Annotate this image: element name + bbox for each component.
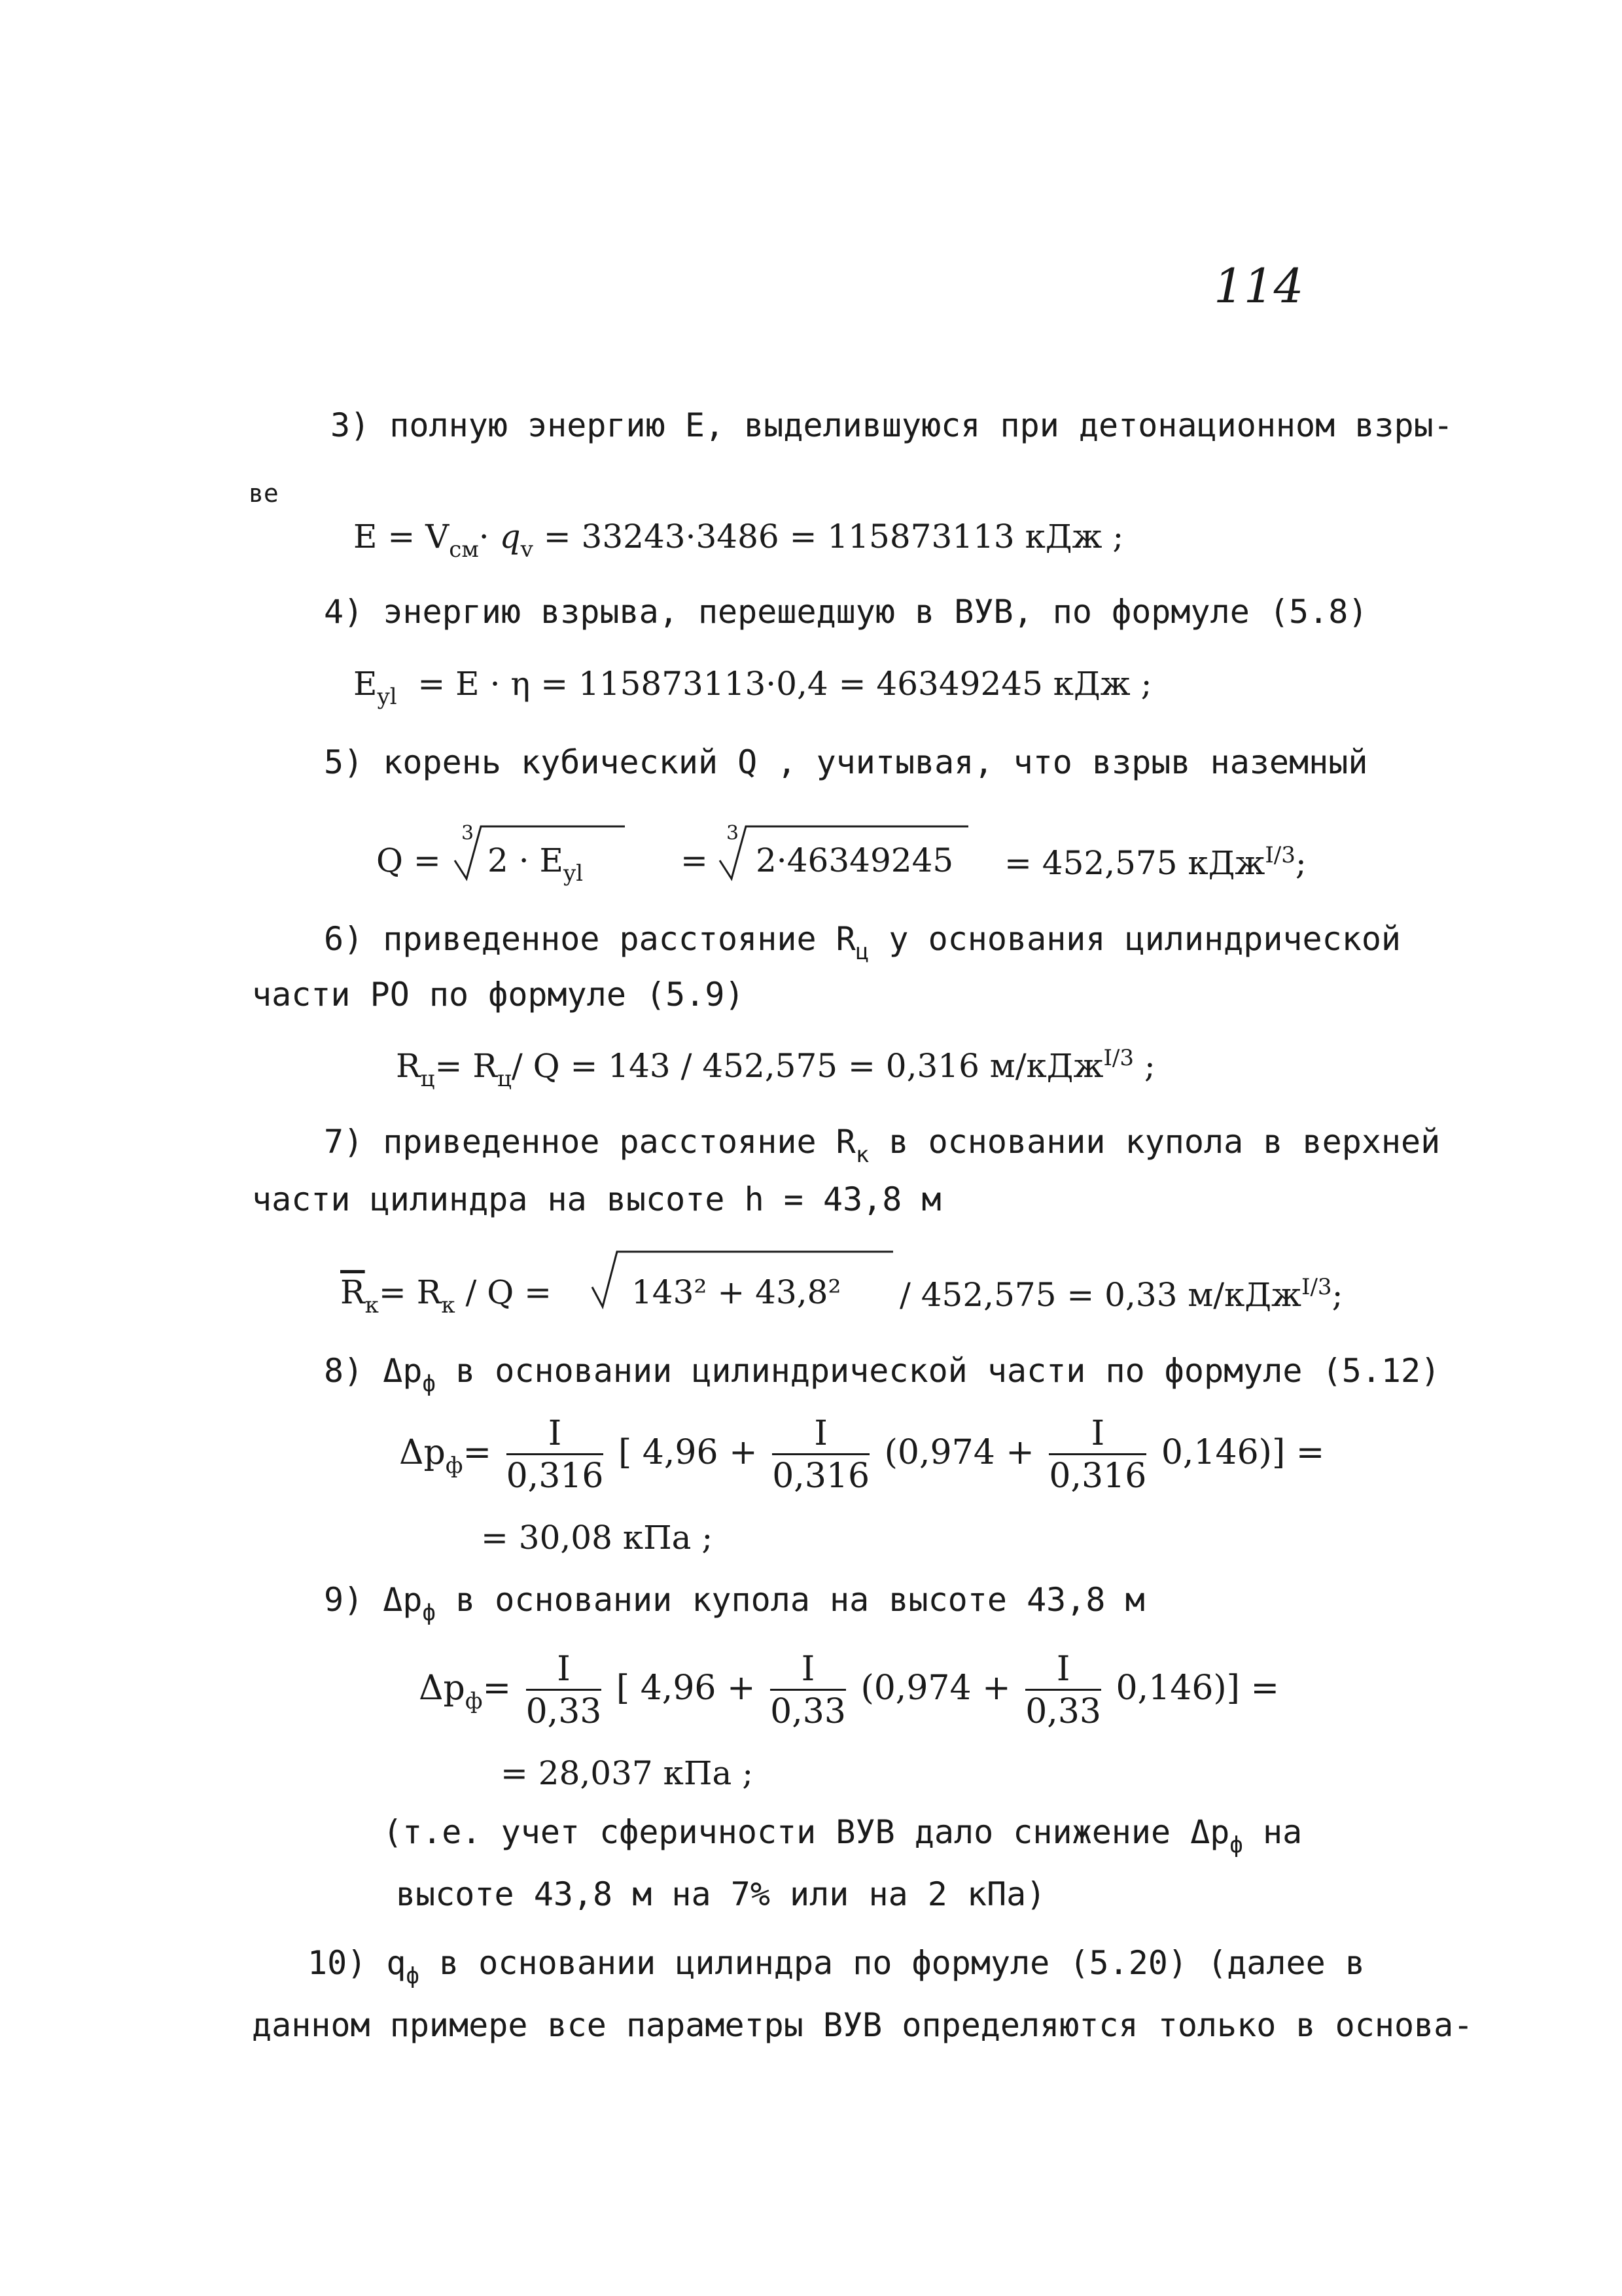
item-6-line-1	[324, 920, 1402, 965]
fraction: $\frac{I}{0,316}$	[1049, 1414, 1147, 1496]
formula-q-lhs: Q =	[376, 841, 441, 879]
item-10-line-2: данном примере все параметры ВУВ определяются только в основа-	[252, 2006, 1473, 2044]
item-7-result: / 452,575 = 0,33 м/кДж$^{I/3}$;	[900, 1274, 1343, 1314]
bracket-open: [ 4,96 +	[618, 1433, 769, 1472]
fraction: $\frac{I}{0,33}$	[525, 1650, 602, 1731]
square-root	[592, 1246, 893, 1312]
item-6-text-b: у основания цилиндрической	[869, 920, 1402, 958]
subscript-phi: ф	[422, 1371, 436, 1397]
item-7-line-2: части цилиндра на высоте h = 43,8 м	[252, 1180, 942, 1218]
formula-r-eq: = R	[434, 1047, 497, 1085]
formula-eyl-result: = E · η = 115873113·0,4 = 46349245 кДж ;	[417, 665, 1152, 703]
subscript-phi: ф	[465, 1688, 483, 1714]
fraction: $\frac{I}{0,316}$	[506, 1414, 604, 1496]
item-9-text-rest: в основании купола на высоте 43,8 м	[436, 1581, 1145, 1619]
note-text: (т.е. учет сферичности ВУВ дало снижение Δp	[383, 1813, 1230, 1851]
item-7-text: 7) приведенное расстояние R	[324, 1123, 856, 1161]
subscript-k: к	[364, 1292, 379, 1318]
radicand-1: 2 · E	[487, 841, 563, 879]
subscript-phi: ф	[422, 1600, 436, 1626]
subscript-yl: yl	[377, 684, 397, 710]
subscript-cm: см	[449, 537, 479, 563]
item-7-line-1	[324, 1125, 1440, 1166]
exponent: I/3	[1301, 1274, 1332, 1300]
delta-p-label: 8) Δp	[324, 1352, 423, 1390]
bracket-close: 0,146)] =	[1116, 1669, 1280, 1708]
e-symbol: E	[353, 665, 378, 703]
formula-e-vcm: E = V	[353, 518, 450, 556]
radicand-3: 143² + 43,8²	[631, 1273, 841, 1311]
item-6-line-2: части РО по формуле (5.9)	[252, 976, 745, 1014]
item-3-line-2: ве	[249, 479, 279, 508]
paren-open: (0,974 +	[860, 1669, 1022, 1708]
paren-open: (0,974 +	[884, 1433, 1046, 1472]
page-number: 114	[1214, 258, 1304, 313]
item-9-formula: $\Delta p_ф=$ $\frac{I}{0,33}$ [ 4,96 + $\frac{I}{0,33}$ (0,974 + $\frac{I}{0,33}$ 0,146)] =	[419, 1650, 1280, 1731]
delta-p-label: 9) Δp	[324, 1581, 423, 1619]
rk-result: / 452,575 = 0,33 м/кДж	[900, 1276, 1302, 1314]
item-8-text	[324, 1354, 1440, 1395]
subscript-ts: ц	[497, 1066, 512, 1092]
exponent: I/3	[1265, 842, 1296, 868]
cube-root-2	[720, 821, 968, 883]
item-8-result: = 30,08 кПа ;	[481, 1519, 713, 1557]
formula-rk-eq: = R	[378, 1273, 442, 1311]
svg-text:3: 3	[726, 822, 739, 845]
item-8-text-rest: в основании цилиндрической части по формуле (5.12)	[436, 1352, 1441, 1390]
item-4-text: 4) энергию взрыва, перешедшую в ВУВ, по формуле (5.8)	[324, 593, 1368, 631]
item-10-line-1	[308, 1944, 1365, 1989]
subscript-k: к	[855, 1142, 870, 1168]
item-5-mid: =	[680, 841, 708, 879]
q-result: = 452,575 кДж	[1004, 844, 1265, 882]
item-8-formula: $\Delta p_ф=$ $\frac{I}{0,316}$ [ 4,96 + $\frac{I}{0,316}$ (0,974 + $\frac{I}{0,316}$ 0,146)] =	[399, 1414, 1325, 1496]
item-5-result: = 452,575 кДж$^{I/3}$;	[1004, 842, 1307, 882]
item-7-formula-lhs: $\overline{R}_к= R_к / Q$ =	[340, 1273, 552, 1318]
formula-r-result: / Q = 143 / 452,575 = 0,316 м/кДж	[511, 1047, 1104, 1085]
note-line-1	[383, 1813, 1303, 1858]
item-6-formula: $R_ц= R_ц/$ Q = 143 / 452,575 = 0,316 м/кДж$^{I/3}$ ;	[396, 1045, 1155, 1092]
cube-root-1	[455, 821, 625, 887]
item-7-text-b: в основании купола в верхней	[869, 1123, 1441, 1161]
subscript-v: v	[520, 537, 533, 563]
exponent: I/3	[1103, 1045, 1134, 1071]
item-3-line-1: 3) полную энергию E, выделившуюся при детонационном взры-	[330, 406, 1453, 444]
subscript-k: к	[441, 1292, 455, 1318]
subscript-phi: ф	[445, 1453, 463, 1479]
item-5-formula	[376, 841, 441, 879]
subscript-yl: yl	[563, 860, 584, 887]
item-4-formula	[353, 667, 1152, 708]
q-symbol: q	[499, 518, 521, 556]
note-text-b: на	[1243, 1813, 1303, 1851]
bracket-open: [ 4,96 +	[616, 1669, 767, 1708]
formula-rk-q: / Q =	[455, 1273, 552, 1311]
fraction: $\frac{I}{0,316}$	[772, 1414, 870, 1496]
item-3-formula: $E = V_{см}\cdot q_v = 33243\cdot 3486 = 115873113$ кДж ;	[353, 518, 1124, 563]
item-6-text: 6) приведенное расстояние R	[324, 920, 856, 958]
subscript-ts: ц	[420, 1066, 435, 1092]
svg-text:3: 3	[461, 822, 474, 845]
subscript-phi: ф	[406, 1963, 419, 1989]
item-9-result: = 28,037 кПа ;	[501, 1754, 754, 1792]
fraction: $\frac{I}{0,33}$	[770, 1650, 846, 1731]
subscript-phi: ф	[1229, 1832, 1243, 1858]
q-phi-label: 10) q	[308, 1944, 406, 1982]
item-5-text: 5) корень кубический Q , учитывая, что взрыв наземный	[324, 743, 1368, 781]
radicand-2: 2·46349245	[756, 841, 954, 879]
formula-e-result: = 33243·3486 = 115873113 кДж ;	[543, 518, 1124, 556]
fraction: $\frac{I}{0,33}$	[1025, 1650, 1101, 1731]
note-line-2: высоте 43,8 м на 7% или на 2 кПа)	[396, 1875, 1046, 1913]
subscript-ts: ц	[855, 939, 870, 965]
item-9-text	[324, 1583, 1145, 1624]
item-10-text: в основании цилиндра по формуле (5.20) (далее в	[419, 1944, 1365, 1982]
bracket-close: 0,146)] =	[1161, 1433, 1325, 1472]
